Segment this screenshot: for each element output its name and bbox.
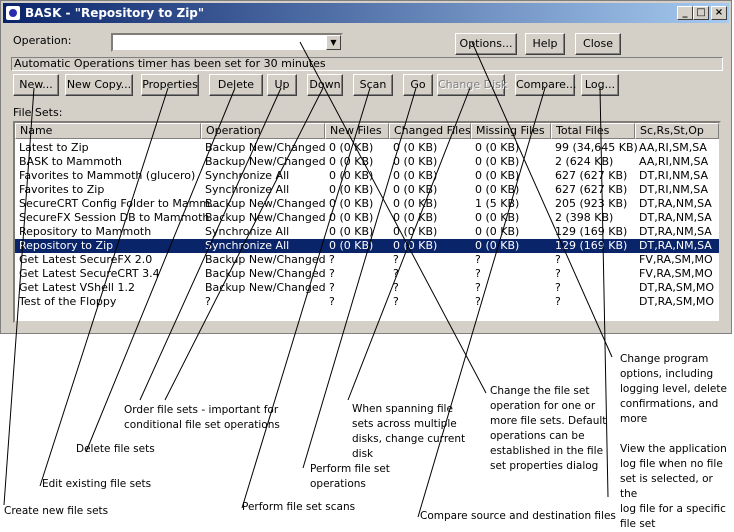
change-disk-button[interactable]: Change Disk <box>437 74 505 96</box>
cell-name: Repository to Zip <box>19 239 114 252</box>
cell-operation: Synchronize All <box>205 169 290 182</box>
scan-button[interactable]: Scan <box>353 74 393 96</box>
cell-total: 99 (34,645 KB) <box>555 141 638 154</box>
annotation-scan-text: Perform file set scans <box>242 501 356 513</box>
column-header-new-files[interactable]: New Files <box>325 123 389 139</box>
annotation-compare <box>420 509 620 524</box>
cell-operation: ? <box>205 295 211 308</box>
cell-name: SecureCRT Config Folder to Mamm... <box>19 197 221 210</box>
down-button[interactable]: Down <box>307 74 343 96</box>
cell-new: 0 (0 KB) <box>329 169 374 182</box>
cell-new: 0 (0 KB) <box>329 155 374 168</box>
cell-changed: 0 (0 KB) <box>393 225 438 238</box>
annotation-log <box>620 442 732 532</box>
cell-flags: DT,RI,NM,SA <box>639 183 708 196</box>
cell-changed: 0 (0 KB) <box>393 197 438 210</box>
cell-missing: ? <box>475 281 481 294</box>
cell-total: 129 (169 KB) <box>555 225 628 238</box>
cell-flags: DT,RA,SM,MO <box>639 295 715 308</box>
cell-flags: DT,RA,NM,SA <box>639 197 712 210</box>
cell-new: 0 (0 KB) <box>329 239 374 252</box>
cell-operation: Backup New/Changed <box>205 267 326 280</box>
annotation-log-text: View the application log file when no file set is selected, or the log file for a specific file set <box>620 443 727 530</box>
cell-name: Test of the Floppy <box>19 295 117 308</box>
cell-changed: 0 (0 KB) <box>393 141 438 154</box>
status-text: Automatic Operations timer has been set for 30 minutes <box>14 57 326 70</box>
cell-operation: Backup New/Changed <box>205 141 326 154</box>
operation-label: Operation: <box>13 34 72 47</box>
cell-name: Get Latest VShell 1.2 <box>19 281 135 294</box>
cell-flags: AA,RI,NM,SA <box>639 155 709 168</box>
annotation-scan <box>242 500 402 515</box>
cell-changed: ? <box>393 295 399 308</box>
column-header-operation[interactable]: Operation <box>201 123 325 139</box>
cell-missing: 1 (5 KB) <box>475 197 520 210</box>
column-header-changed-files[interactable]: Changed Files <box>389 123 471 139</box>
cell-operation: Synchronize All <box>205 183 290 196</box>
options-button[interactable]: Options... <box>455 33 517 55</box>
cell-missing: 0 (0 KB) <box>475 211 520 224</box>
cell-operation: Backup New/Changed <box>205 155 326 168</box>
annotation-operation-text: Change the file set operation for one or more file sets. Default operations can be established in the file set properties dialog <box>490 385 607 472</box>
column-header-total-files[interactable]: Total Files <box>551 123 635 139</box>
file-sets-label: File Sets: <box>13 106 63 119</box>
cell-total: ? <box>555 267 561 280</box>
cell-total: ? <box>555 253 561 266</box>
cell-changed: 0 (0 KB) <box>393 183 438 196</box>
cell-name: Favorites to Zip <box>19 183 105 196</box>
window-title: BASK - "Repository to Zip" <box>25 6 205 20</box>
cell-changed: 0 (0 KB) <box>393 211 438 224</box>
cell-missing: 0 (0 KB) <box>475 155 520 168</box>
annotation-go <box>310 462 430 492</box>
annotation-compare-text: Compare source and destination files <box>420 510 616 522</box>
chevron-down-icon[interactable]: ▼ <box>326 35 341 50</box>
cell-missing: ? <box>475 253 481 266</box>
cell-name: Repository to Mammoth <box>19 225 152 238</box>
annotation-edit-text: Edit existing file sets <box>42 478 152 490</box>
cell-new: ? <box>329 281 335 294</box>
column-header-missing-files[interactable]: Missing Files <box>471 123 551 139</box>
cell-name: Favorites to Mammoth (glucero) <box>19 169 196 182</box>
cell-new: ? <box>329 295 335 308</box>
cell-new: 0 (0 KB) <box>329 197 374 210</box>
cell-new: 0 (0 KB) <box>329 141 374 154</box>
cell-missing: ? <box>475 295 481 308</box>
cell-missing: 0 (0 KB) <box>475 169 520 182</box>
log-button[interactable]: Log... <box>581 74 619 96</box>
cell-new: ? <box>329 253 335 266</box>
help-button[interactable]: Help <box>525 33 565 55</box>
annotation-delete-text: Delete file sets <box>76 443 155 455</box>
new-button[interactable]: New... <box>13 74 59 96</box>
cell-name: BASK to Mammoth <box>19 155 122 168</box>
cell-total: 627 (627 KB) <box>555 183 628 196</box>
delete-button[interactable]: Delete <box>209 74 263 96</box>
maximize-button[interactable]: □ <box>693 6 709 20</box>
cell-flags: FV,RA,SM,MO <box>639 253 713 266</box>
cell-flags: AA,RI,SM,SA <box>639 141 707 154</box>
cell-total: 2 (624 KB) <box>555 155 614 168</box>
cell-name: SecureFX Session DB to Mammoth <box>19 211 210 224</box>
cell-total: 2 (398 KB) <box>555 211 614 224</box>
cell-changed: ? <box>393 281 399 294</box>
cell-operation: Synchronize All <box>205 239 290 252</box>
close-window-button[interactable]: × <box>711 6 727 20</box>
cell-missing: 0 (0 KB) <box>475 239 520 252</box>
minimize-button[interactable]: _ <box>677 6 693 20</box>
cell-operation: Backup New/Changed <box>205 253 326 266</box>
annotation-create-text: Create new file sets <box>4 505 109 517</box>
cell-changed: 0 (0 KB) <box>393 169 438 182</box>
cell-name: Latest to Zip <box>19 141 89 154</box>
cell-missing: 0 (0 KB) <box>475 225 520 238</box>
up-button[interactable]: Up <box>267 74 297 96</box>
cell-missing: 0 (0 KB) <box>475 183 520 196</box>
annotation-order <box>124 403 304 433</box>
cell-total: 129 (169 KB) <box>555 239 628 252</box>
cell-total: 205 (923 KB) <box>555 197 628 210</box>
cell-missing: ? <box>475 267 481 280</box>
cell-new: 0 (0 KB) <box>329 225 374 238</box>
cell-new: 0 (0 KB) <box>329 211 374 224</box>
annotation-change-disk <box>352 402 482 462</box>
go-button[interactable]: Go <box>403 74 433 96</box>
cell-missing: 0 (0 KB) <box>475 141 520 154</box>
properties-button[interactable]: Properties <box>141 74 199 96</box>
cell-operation: Backup New/Changed <box>205 281 326 294</box>
cell-name: Get Latest SecureCRT 3.4 <box>19 267 160 280</box>
cell-new: ? <box>329 267 335 280</box>
cell-flags: DT,RA,NM,SA <box>639 239 712 252</box>
cell-operation: Synchronize All <box>205 225 290 238</box>
cell-total: ? <box>555 281 561 294</box>
cell-operation: Backup New/Changed <box>205 211 326 224</box>
cell-flags: DT,RA,SM,MO <box>639 281 715 294</box>
annotation-order-text: Order file sets - important for conditional file set operations <box>124 404 280 431</box>
cell-operation: Backup New/Changed <box>205 197 326 210</box>
cell-changed: ? <box>393 253 399 266</box>
annotation-options-text: Change program options, including logging level, delete confirmations, and more <box>620 353 727 425</box>
annotation-go-text: Perform file set operations <box>310 463 390 490</box>
column-header-flags[interactable]: Sc,Rs,St,Op <box>635 123 719 139</box>
annotation-create <box>4 504 124 519</box>
compare-button[interactable]: Compare... <box>515 74 575 96</box>
annotation-options <box>620 352 732 427</box>
cell-total: 627 (627 KB) <box>555 169 628 182</box>
cell-changed: ? <box>393 267 399 280</box>
cell-new: 0 (0 KB) <box>329 183 374 196</box>
annotation-delete <box>76 442 216 457</box>
annotation-edit <box>42 477 202 492</box>
cell-flags: DT,RA,NM,SA <box>639 211 712 224</box>
close-button[interactable]: Close <box>575 33 621 55</box>
cell-changed: 0 (0 KB) <box>393 239 438 252</box>
cell-flags: DT,RI,NM,SA <box>639 169 708 182</box>
cell-total: ? <box>555 295 561 308</box>
cell-changed: 0 (0 KB) <box>393 155 438 168</box>
cell-flags: DT,RA,NM,SA <box>639 225 712 238</box>
cell-name: Get Latest SecureFX 2.0 <box>19 253 153 266</box>
cell-flags: FV,RA,SM,MO <box>639 267 713 280</box>
new-copy-button[interactable]: New Copy... <box>65 74 133 96</box>
annotation-change-disk-text: When spanning file sets across multiple disks, change current disk <box>352 403 466 460</box>
annotation-operation <box>490 384 620 474</box>
column-header-name[interactable]: Name <box>15 123 201 139</box>
